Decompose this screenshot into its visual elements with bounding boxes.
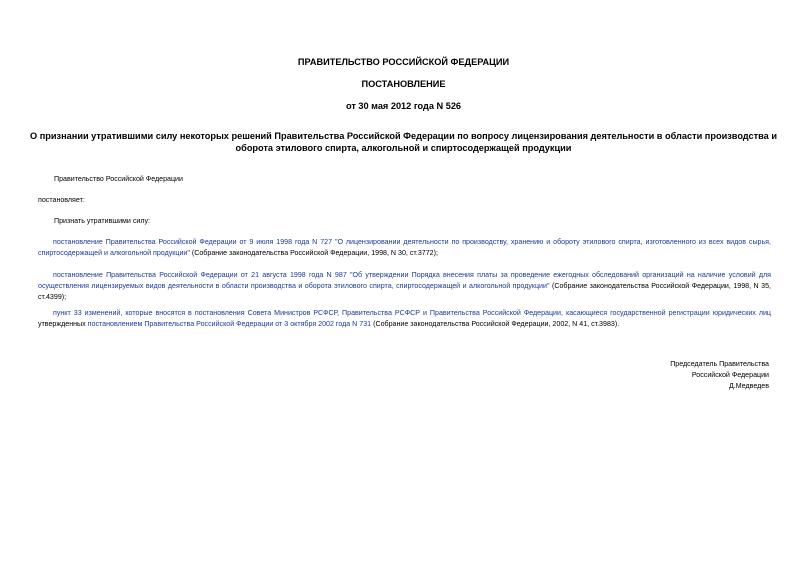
source-reference: (Собрание законодательства Российской Федерации, 2002, N 41, ст.3983).: [371, 320, 620, 328]
authority-heading: ПРАВИТЕЛЬСТВО РОССИЙСКОЙ ФЕДЕРАЦИИ: [297, 57, 510, 67]
date-number-heading: от 30 мая 2012 года N 526: [345, 101, 462, 111]
signature-name: Д.Медведев: [728, 382, 769, 390]
signature-position-line1: Председатель Правительства: [670, 360, 769, 368]
decides-text: постановляет:: [38, 196, 85, 204]
list-item: [38, 308, 771, 330]
document-title: О признании утратившими силу некоторых решений Правительства Российской Федерации по вопросу лицензирования деятельности в области производства и оборота этилового спирта, алкогольной и спиртосодержащей продукции: [30, 131, 777, 153]
intro-text: Правительство Российской Федерации: [54, 175, 183, 183]
item-33-link[interactable]: пункт 33 изменений, которые вносятся в постановления Совета Министров РСФСР, Правительства РСФСР и Правительства Российской Федерации, касающиеся государственной регистрации юридических лиц: [53, 309, 771, 317]
resolution-731-link[interactable]: постановлением Правительства Российской Федерации от 3 октября 2002 года N 731: [87, 320, 372, 328]
doc-type-heading: ПОСТАНОВЛЕНИЕ: [361, 79, 446, 89]
list-item: [38, 237, 771, 259]
resolution-987-link[interactable]: постановление Правительства Российской Федерации от 21 августа 1998 года N 987 "Об утверждении Порядка внесения платы за проведение ежегодных обследований организаций на наличие условий для осуществления лицензируемых видов деятельности в области производства и оборота этилового спирта, спиртосодержащей и алкогольной продукции": [38, 271, 771, 290]
approved-text: утвержденных: [38, 320, 88, 328]
signature-position-line2: Российской Федерации: [691, 371, 769, 379]
source-reference: (Собрание законодательства Российской Федерации, 1998, N 30, ст.3772);: [189, 249, 438, 257]
source-reference: (Собрание законодательства Российской Федерации, 1998, N 35, ст.4399);: [38, 282, 771, 301]
resolution-727-link[interactable]: постановление Правительства Российской Федерации от 9 июля 1998 года N 727 "О лицензировании деятельности по производству, хранению и обороту этилового спирта, изготовленного из всех видов сырья, спиртосодержащей и алкогольной продукции": [38, 238, 771, 257]
list-item: [38, 270, 771, 303]
recognize-text: Признать утратившими силу:: [54, 217, 151, 225]
